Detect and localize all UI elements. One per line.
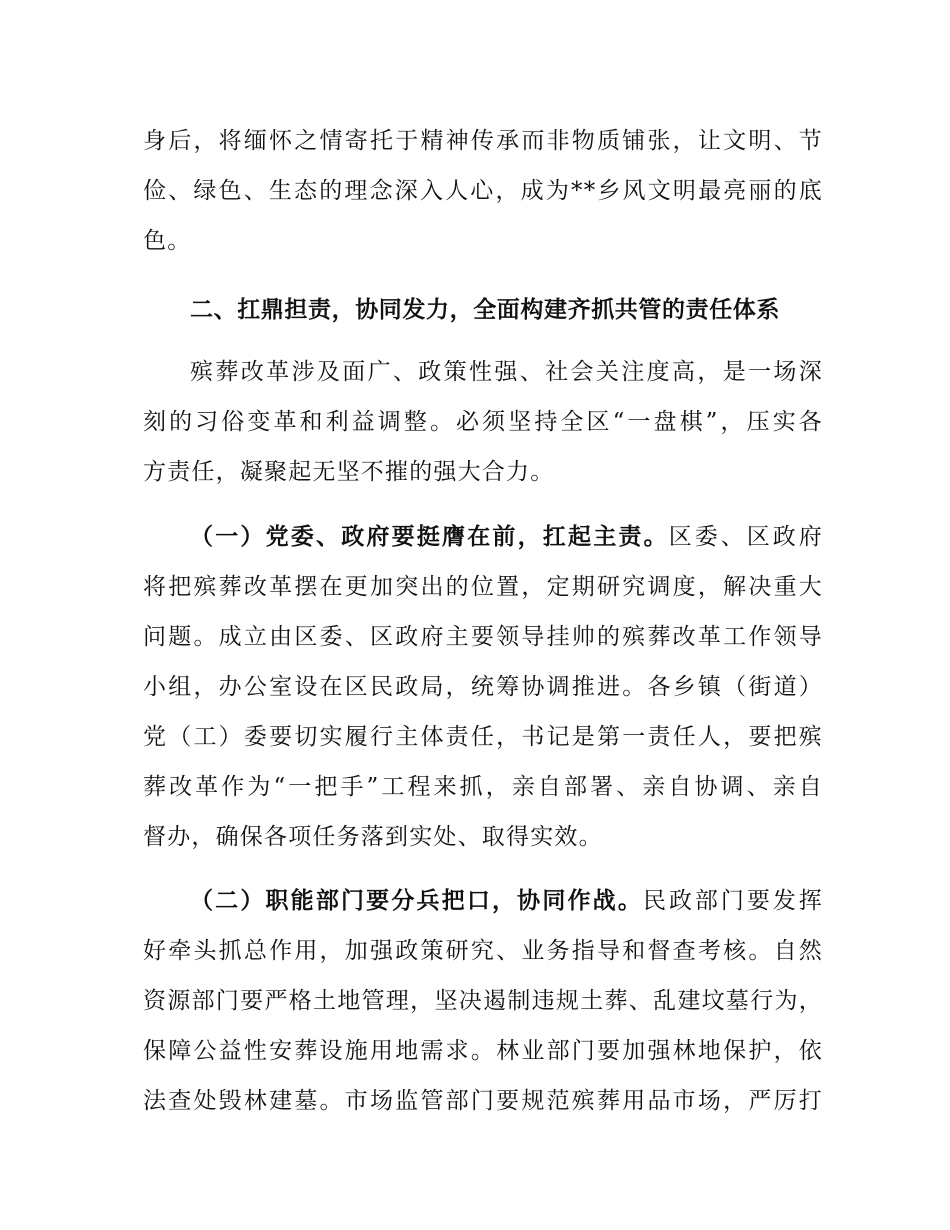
paragraph-line: 督办，确保各项任务落到实处、取得实效。 [143,824,603,850]
paragraph-line: 葬改革作为“一把手”工程来抓，亲自部署、亲自协调、亲自 [143,774,823,800]
paragraph-line: 方责任，凝聚起无坚不摧的强大合力。 [143,459,555,485]
paragraph-line: 党（工）委要切实履行主体责任，书记是第一责任人，要把殡 [143,724,823,750]
paragraph-line: 殡葬改革涉及面广、政策性强、社会关注度高，是一场深 [190,359,823,385]
item-two-first-line-rest: 民政部门要发挥 [643,888,823,914]
paragraph-line: 好牵头抓总作用，加强政策研究、业务指导和督查考核。自然 [143,938,823,964]
section-heading: 二、扛鼎担责，协同发力，全面构建齐抓共管的责任体系 [190,297,780,323]
paragraph-line: 保障公益性安葬设施用地需求。林业部门要加强林地保护，依 [143,1038,823,1064]
item-one-first-line-rest: 区委、区政府 [668,524,823,550]
paragraph-line: 刻的习俗变革和利益调整。必须坚持全区“一盘棋”，压实各 [143,409,823,435]
item-one-lead: （一）党委、政府要挺膺在前，扛起主责。 [190,524,669,550]
paragraph-line: 小组，办公室设在区民政局，统筹协调推进。各乡镇（街道） [143,674,823,700]
item-one-first-line [190,522,823,552]
paragraph-line: 资源部门要严格土地管理，坚决遏制违规土葬、乱建坟墓行为， [143,988,823,1014]
paragraph-line: 色。 [143,228,192,254]
paragraph-line: 俭、绿色、生态的理念深入人心，成为**乡风文明最亮丽的底 [143,178,823,204]
paragraph-line: 将把殡葬改革摆在更加突出的位置，定期研究调度，解决重大 [143,574,823,600]
item-two-lead: （二）职能部门要分兵把口，协同作战。 [190,888,643,914]
paragraph-line: 法查处毁林建墓。市场监管部门要规范殡葬用品市场，严厉打 [143,1088,823,1114]
item-two-first-line [190,886,823,916]
paragraph-line: 身后，将缅怀之情寄托于精神传承而非物质铺张，让文明、节 [143,128,823,154]
paragraph-line: 问题。成立由区委、区政府主要领导挂帅的殡葬改革工作领导 [143,624,823,650]
